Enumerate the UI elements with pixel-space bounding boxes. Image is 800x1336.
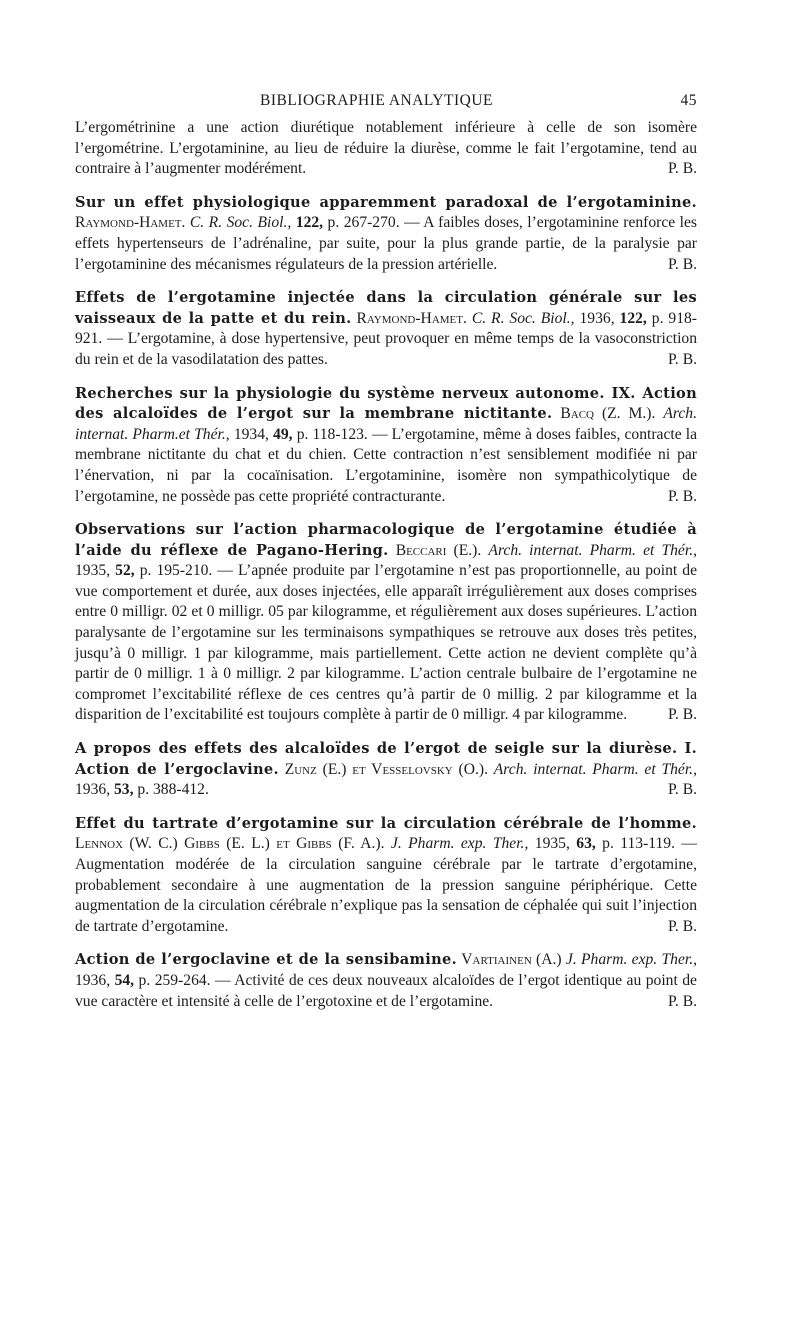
entry-authors: Raymond-Hamet. bbox=[356, 309, 467, 327]
entry-body: — L’ergotamine, à dose hypertensive, peut provoquer en même temps de la vasoconstriction du rein et de la vasodilatation des pattes. bbox=[75, 330, 697, 368]
entry-signature: P. B. bbox=[667, 255, 697, 273]
entry-journal: Arch. internat. Pharm. et Thér., bbox=[493, 760, 697, 778]
entry-signature: P. B. bbox=[667, 917, 697, 935]
entry-authors: Lennox (W. C.) Gibbs (E. L.) et Gibbs (F. A.). bbox=[75, 835, 385, 853]
entry-pages: p. 388-412. bbox=[137, 781, 209, 799]
entry-year: 1936, bbox=[75, 781, 111, 799]
entry-signature: P. B. bbox=[667, 487, 697, 505]
entry-signature: P. B. bbox=[667, 992, 697, 1010]
page-number: 45 bbox=[680, 92, 697, 109]
abstract-entry bbox=[75, 193, 697, 275]
entry-pages: p. 259-264. bbox=[138, 971, 211, 989]
entry-title: Recherches sur la physiologie du système nerveux autonome. IX. Action des alcaloïdes de l’ergot sur la membrane nictitante. bbox=[75, 384, 697, 423]
entry-volume: 49, bbox=[273, 425, 293, 443]
entry-body: — A faibles doses, l’ergotaminine renforce les effets hypertenseurs de l’adrénaline, par suite, pour la plus grande partie, de la paralysie par l’ergotaminine des mécanismes régulateurs de la pression artérielle. bbox=[75, 214, 697, 273]
entry-body: — Activité de ces deux nouveaux alcaloïdes de l’ergot identique au point de vue caractère et intensité à celle de l’ergotoxine et de l’ergotamine. bbox=[75, 971, 697, 1010]
abstract-entry bbox=[75, 814, 697, 938]
entry-pages: p. 118-123. bbox=[296, 425, 368, 443]
entry-journal: J. Pharm. exp. Ther., bbox=[390, 835, 529, 853]
entry-volume: 63, bbox=[576, 835, 596, 853]
entry-title: A propos des effets des alcaloïdes de l’ergot de seigle sur la diurèse. I. Action de l’ergoclavine. bbox=[75, 740, 697, 778]
entry-authors: Beccari (E.). bbox=[395, 541, 482, 559]
lead-paragraph bbox=[75, 118, 697, 180]
entry-pages: p. 113-119. bbox=[602, 835, 675, 853]
entry-body: — L’apnée produite par l’ergotamine n’est pas proportionnelle, au point de vue comportement et durée, aux doses injectées, elle apparaît irrégulièrement aux doses comprises entre 0 milligr. 02 et 0 milligr. 05 par kilogramme, et régulièrement aux doses supérieures. L’action paralysante de l’ergotamine sur les terminaisons sympathiques se retrouve aux doses très petites, jusqu’à 0 milligr. 1 par kilogramme, mais partiellement. Cette action ne devient complète qu’à partir de 0 milligr. 1 à 0 milligr. 2 par kilogramme. L’action centrale bulbaire de l’ergotamine ne compromet l’excitabilité réflexe de ces centres qu’à partir de 0 millig. 2 par kilogramme et la disparition de l’excitabilité est toujours complète à partir de 0 milligr. 4 par kilogramme. bbox=[75, 562, 698, 724]
entry-year: 1936, bbox=[579, 309, 615, 327]
abstract-entry bbox=[75, 950, 697, 1012]
entry-authors: Bacq (Z. M.). bbox=[560, 405, 656, 423]
entry-journal: Arch. internat. Pharm. et Thér., bbox=[488, 541, 697, 559]
abstract-entry bbox=[75, 520, 697, 726]
entry-year: 1935, bbox=[534, 835, 570, 853]
entry-body: — Augmentation modérée de la circulation sanguine cérébrale par le tartrate d’ergotamine, probablement secondaire à une augmentation de la pression sanguine périphérique. Cette augmentation de la circulation cérébrale n’explique pas la sensation de céphalée qui suit l’injection de tartrate d’ergotamine. bbox=[75, 835, 697, 935]
lead-signature: P. B. bbox=[667, 160, 697, 178]
running-header bbox=[75, 92, 697, 118]
page bbox=[75, 92, 697, 1012]
entry-title: Action de l’ergoclavine et de la sensibamine. bbox=[75, 951, 457, 969]
entry-title: Sur un effet physiologique apparemment paradoxal de l’ergotaminine. bbox=[75, 193, 697, 211]
entry-volume: 53, bbox=[114, 781, 134, 799]
entry-volume: 52, bbox=[115, 562, 135, 580]
entry-authors: Vartiainen (A.) bbox=[461, 951, 562, 969]
abstract-entry bbox=[75, 288, 697, 370]
entry-year: 1934, bbox=[233, 425, 269, 443]
entry-journal: C. R. Soc. Biol., bbox=[189, 214, 292, 232]
entry-authors: Zunz (E.) et Vesselovsky (O.). bbox=[284, 760, 488, 778]
entry-body: — L’ergotamine, même à doses faibles, contracte la membrane nictitante du chat et du chien. Cette contraction n’est sensiblement modifiée ni par l’énervation, ni par la cocaïnisation. L’ergotaminine, isomère non sympathicolytique de l’ergotamine, ne possède pas cette propriété contracturante. bbox=[75, 425, 698, 505]
lead-text: L’ergométrinine a une action diurétique notablement inférieure à celle de son isomère l’ergométrine. L’ergotaminine, au lieu de réduire la diurèse, comme le fait l’ergotamine, tend au contraire à l’augmenter modérément. bbox=[75, 119, 697, 178]
entry-title: Effets de l’ergotamine injectée dans la circulation générale sur les vaisseaux de la patte et du rein. bbox=[75, 289, 697, 327]
entry-volume: 54, bbox=[114, 971, 135, 989]
entry-journal: J. Pharm. exp. Ther., bbox=[565, 951, 697, 969]
abstract-entry bbox=[75, 384, 697, 508]
entry-title: Effet du tartrate d’ergotamine sur la circulation cérébrale de l’homme. bbox=[75, 814, 697, 832]
entry-volume: 122, bbox=[619, 309, 647, 327]
entry-pages: p. 195-210. bbox=[139, 562, 213, 580]
entry-title: Observations sur l’action pharmacologique de l’ergotamine étudiée à l’aide du réflexe de Pagano-Hering. bbox=[75, 521, 697, 559]
entry-pages: p. 918-921. bbox=[75, 309, 697, 348]
entry-year: 1935, bbox=[75, 562, 111, 580]
entry-journal: C. R. Soc. Biol., bbox=[471, 309, 575, 327]
entry-journal: Arch. internat. Pharm.et Thér., bbox=[75, 405, 697, 443]
entry-year: 1936, bbox=[75, 971, 111, 989]
running-title: BIBLIOGRAPHIE ANALYTIQUE bbox=[260, 92, 494, 109]
entry-signature: P. B. bbox=[667, 781, 697, 799]
entry-signature: P. B. bbox=[667, 350, 697, 368]
entry-signature: P. B. bbox=[667, 706, 697, 724]
abstract-entry bbox=[75, 739, 697, 801]
entry-volume: 122, bbox=[295, 214, 324, 232]
entry-pages: p. 267-270. bbox=[327, 214, 400, 232]
entry-authors: Raymond-Hamet. bbox=[75, 214, 186, 232]
